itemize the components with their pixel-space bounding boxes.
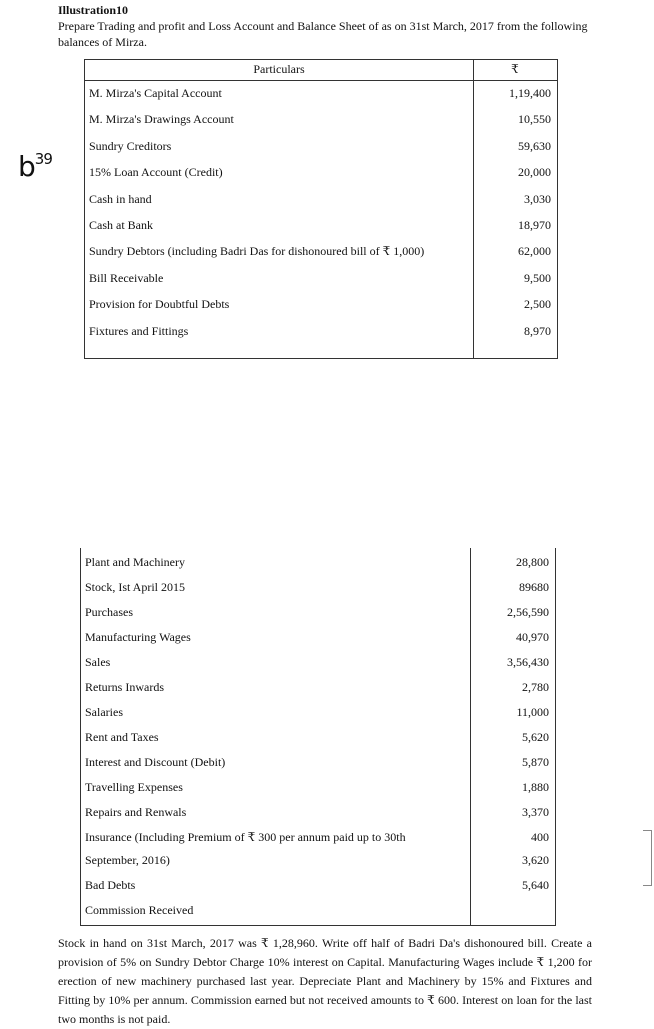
row-amount: 2,56,590 — [507, 605, 549, 619]
table-row — [81, 828, 555, 848]
row-amount: 3,620 — [522, 853, 549, 867]
row-label: Sales — [85, 655, 111, 669]
row-label: Commission Received — [85, 903, 194, 917]
table-row — [85, 322, 557, 342]
table-row — [81, 778, 555, 798]
table-row — [81, 876, 555, 896]
intro-text: Prepare Trading and profit and Loss Account and Balance Sheet of as on 31st March, 2017 from the following balances of Mirza. — [58, 19, 588, 49]
table-row — [81, 803, 555, 823]
row-label: Purchases — [85, 605, 133, 619]
row-amount: 89680 — [519, 580, 549, 594]
table-row — [81, 901, 555, 921]
row-label: Bill Receivable — [89, 271, 164, 285]
table-row — [81, 728, 555, 748]
row-amount: 9,500 — [524, 271, 551, 285]
row-label: Insurance (Including Premium of ₹ 300 per annum paid up to 30th — [85, 830, 406, 844]
table-row — [81, 578, 555, 598]
row-label: Provision for Doubtful Debts — [89, 297, 230, 311]
row-amount: 3,370 — [522, 805, 549, 819]
table-row — [85, 137, 557, 157]
table-row — [85, 242, 557, 262]
table-row — [81, 753, 555, 773]
side-bracket-mark — [643, 830, 652, 886]
row-amount: 11,000 — [516, 705, 549, 719]
row-label: Cash at Bank — [89, 218, 153, 232]
row-amount: 2,500 — [524, 297, 551, 311]
row-label: Rent and Taxes — [85, 730, 159, 744]
row-amount: 40,970 — [516, 630, 549, 644]
row-amount: 20,000 — [518, 165, 551, 179]
row-label: Cash in hand — [89, 192, 152, 206]
header-amount: ₹ — [511, 62, 519, 76]
handwritten-page-note — [18, 150, 52, 183]
row-amount: 28,800 — [516, 555, 549, 569]
row-amount: 3,56,430 — [507, 655, 549, 669]
balances-table-1 — [84, 59, 558, 359]
row-amount: 1,880 — [522, 780, 549, 794]
row-amount: 1,19,400 — [509, 86, 551, 100]
row-label: Interest and Discount (Debit) — [85, 755, 226, 769]
row-label: Returns Inwards — [85, 680, 164, 694]
row-label: Sundry Debtors (including Badri Das for dishonoured bill of ₹ 1,000) — [89, 244, 425, 258]
row-label: September, 2016) — [85, 853, 170, 867]
table-row — [85, 190, 557, 210]
row-amount: 3,030 — [524, 192, 551, 206]
table-row — [81, 653, 555, 673]
row-amount: 10,550 — [518, 112, 551, 126]
row-amount: 5,620 — [522, 730, 549, 744]
header-divider — [85, 80, 557, 81]
table-row — [81, 603, 555, 623]
row-amount: 400 — [531, 830, 549, 844]
header-particulars: Particulars — [253, 62, 305, 76]
table-row — [81, 678, 555, 698]
table-row — [81, 628, 555, 648]
note-base: b — [18, 150, 35, 183]
balances-table-2 — [80, 548, 556, 926]
table-row — [81, 703, 555, 723]
row-label: M. Mirza's Capital Account — [89, 86, 222, 100]
row-label: Stock, Ist April 2015 — [85, 580, 186, 594]
row-label: Sundry Creditors — [89, 139, 172, 153]
row-label: Manufacturing Wages — [85, 630, 191, 644]
row-label: Repairs and Renwals — [85, 805, 187, 819]
row-label: Travelling Expenses — [85, 780, 183, 794]
row-amount: 8,970 — [524, 324, 551, 338]
row-amount: 59,630 — [518, 139, 551, 153]
instructions-text: Stock in hand on 31st March, 2017 was ₹ 1,28,960. Write off half of Badri Da's dishonoured bill. Create a provision of 5% on Sundry Debtor Charge 10% interest on Capital. Manufacturing Wages include ₹ 1,200 for erection of new machinery purchased last year. Depreciate Plant and Machinery by 15% and Fixtures and Fitting by 10% per annum. Commission earned but not received amounts to ₹ 600. Interest on loan for the last two months is not paid. — [58, 936, 592, 1026]
row-label: Plant and Machinery — [85, 555, 185, 569]
table-row — [81, 553, 555, 573]
row-amount: 62,000 — [518, 244, 551, 258]
table-row — [85, 110, 557, 130]
illustration-heading: Illustration10 — [58, 3, 129, 17]
table-row — [85, 295, 557, 315]
table-row — [85, 216, 557, 236]
row-amount: 2,780 — [522, 680, 549, 694]
row-label: Fixtures and Fittings — [89, 324, 189, 338]
row-label: M. Mirza's Drawings Account — [89, 112, 234, 126]
table-row — [81, 851, 555, 871]
row-label: 15% Loan Account (Credit) — [89, 165, 223, 179]
row-label: Salaries — [85, 705, 123, 719]
row-amount: 5,640 — [522, 878, 549, 892]
table-row — [85, 84, 557, 104]
row-label: Bad Debts — [85, 878, 136, 892]
note-sup: 39 — [34, 149, 52, 168]
row-amount: 18,970 — [518, 218, 551, 232]
table-row — [85, 163, 557, 183]
table-row — [85, 269, 557, 289]
row-amount: 5,870 — [522, 755, 549, 769]
